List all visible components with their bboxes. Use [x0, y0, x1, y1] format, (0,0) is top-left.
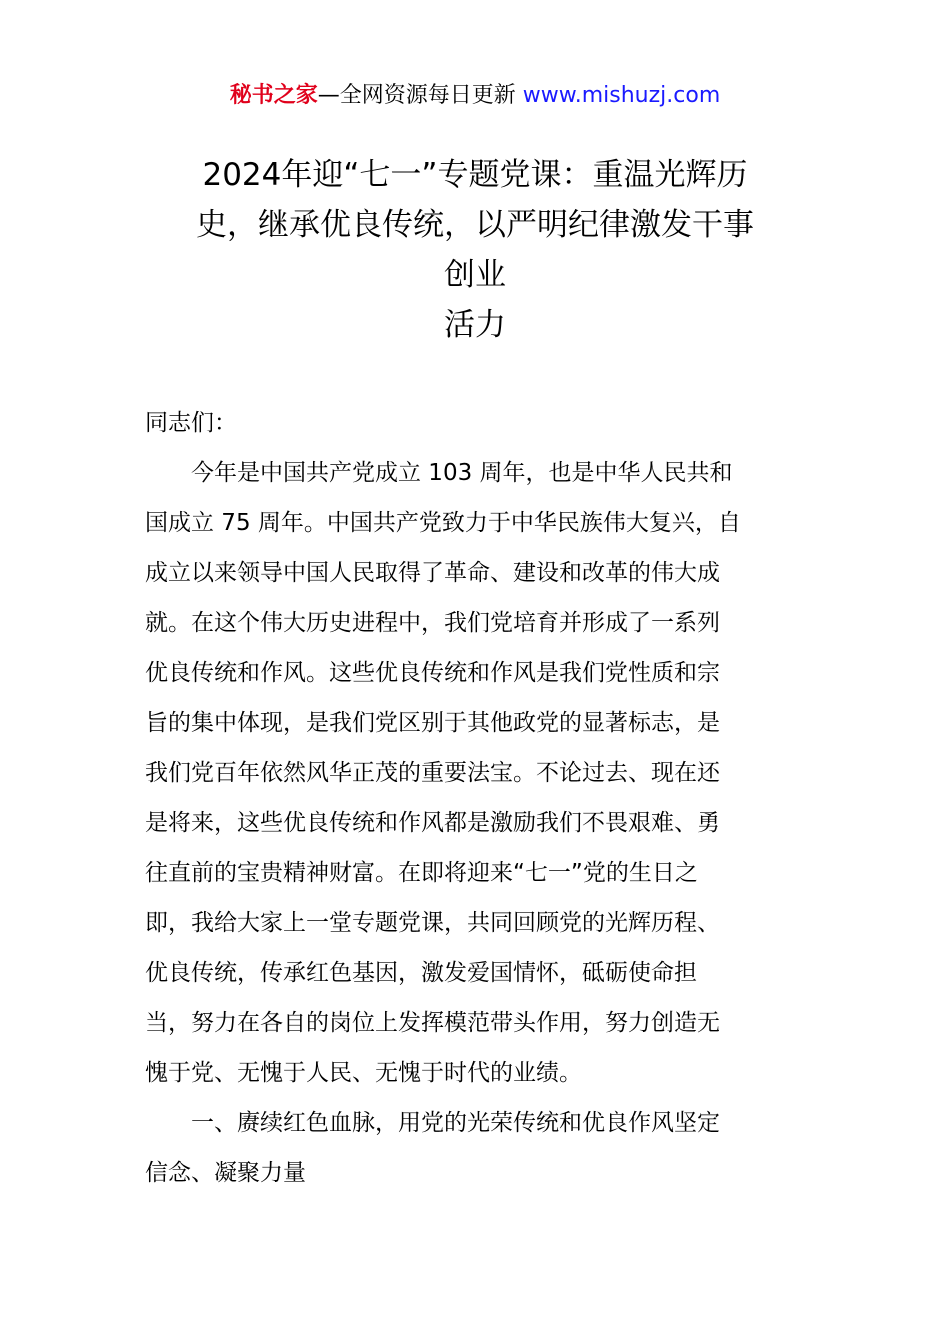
text-line: 优良传统和作风。这些优良传统和作风是我们党性质和宗 [145, 660, 720, 686]
text-line: 愧于党、无愧于人民、无愧于时代的业绩。 [145, 1060, 582, 1086]
text-line: 就。在这个伟大历史进程中，我们党培育并形成了一系列 [145, 610, 720, 636]
text-line: 成立以来领导中国人民取得了革命、建设和改革的伟大成 [145, 560, 720, 586]
text-line: 当，努力在各自的岗位上发挥模范带头作用，努力创造无 [145, 1010, 720, 1036]
text-line: 信念、凝聚力量 [145, 1160, 306, 1186]
title-line: 2024年迎“七一”专题党课：重温光辉历 [202, 157, 748, 193]
site-url[interactable]: www.mishuzj.com [522, 83, 721, 108]
text-line: 优良传统，传承红色基因，激发爱国情怀，砥砺使命担 [145, 960, 697, 986]
document-title [130, 150, 820, 350]
title-line: 活力 [444, 307, 506, 343]
text-line: 国成立 75 周年。中国共产党致力于中华民族伟大复兴，自 [145, 510, 741, 536]
text-line: 今年是中国共产党成立 103 周年，也是中华人民共和 [145, 460, 733, 486]
section-heading-1 [145, 1098, 807, 1198]
site-header [0, 80, 950, 112]
salutation: 同志们： [145, 410, 237, 436]
text-line: 是将来，这些优良传统和作风都是激励我们不畏艰难、勇 [145, 810, 720, 836]
brand-name: 秘书之家 [229, 83, 318, 108]
title-line: 史，继承优良传统，以严明纪律激发干事 [196, 207, 754, 243]
document-body [145, 398, 807, 1198]
text-line: 即，我给大家上一堂专题党课，共同回顾党的光辉历程、 [145, 910, 720, 936]
header-slogan: —全网资源每日更新 [317, 83, 523, 108]
text-line: 往直前的宝贵精神财富。在即将迎来“七一”党的生日之 [145, 860, 698, 886]
paragraph-intro [145, 448, 807, 1098]
text-line: 旨的集中体现，是我们党区别于其他政党的显著标志，是 [145, 710, 720, 736]
text-line: 我们党百年依然风华正茂的重要法宝。不论过去、现在还 [145, 760, 720, 786]
title-line: 创业 [444, 257, 506, 293]
text-line: 一、赓续红色血脉，用党的光荣传统和优良作风坚定 [145, 1110, 720, 1136]
